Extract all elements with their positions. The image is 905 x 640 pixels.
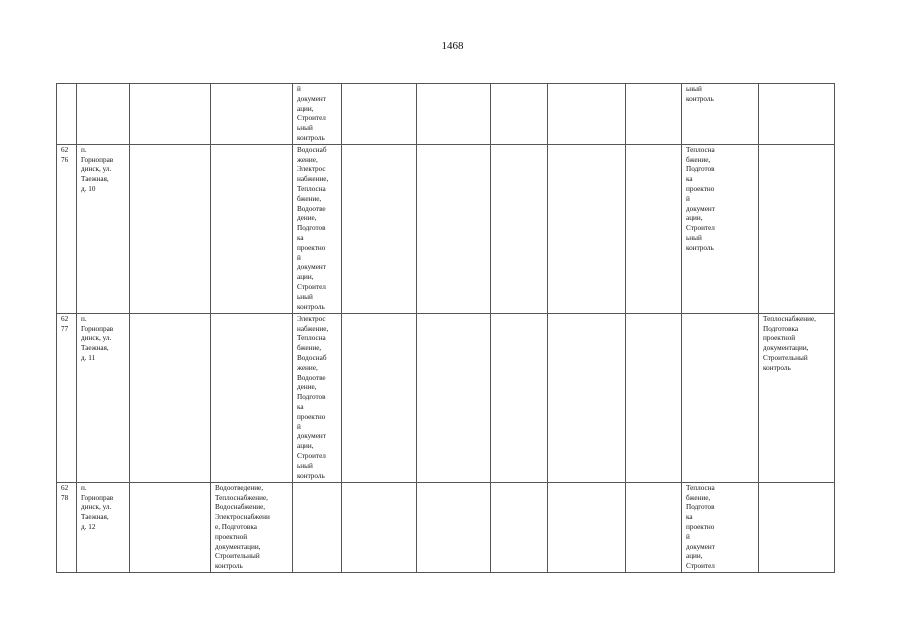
cell (417, 313, 491, 482)
table-row (57, 313, 835, 482)
cell (130, 482, 211, 572)
cell-works (682, 313, 759, 482)
table-row (57, 84, 835, 145)
cell (626, 84, 682, 145)
cell (342, 144, 417, 313)
cell-works: Водоотведение, Теплоснабжение, Водоснабжение, Электроснабжени е, Подготовка проектной документации, Строительный контроль (211, 482, 293, 572)
cell (342, 313, 417, 482)
table-row (57, 144, 835, 313)
cell (417, 482, 491, 572)
cell-works: Теплосна бжение, Подготов ка проектно й документ ации, Строител (682, 482, 759, 572)
cell (417, 144, 491, 313)
cell-address (77, 84, 130, 145)
data-table (56, 83, 835, 573)
cell-works (759, 144, 835, 313)
cell (130, 144, 211, 313)
cell (211, 144, 293, 313)
cell (491, 313, 548, 482)
cell (417, 84, 491, 145)
cell-row-number: 62 78 (57, 482, 77, 572)
cell (342, 482, 417, 572)
cell-works: ьный контроль (682, 84, 759, 145)
cell (342, 84, 417, 145)
cell-works (293, 482, 342, 572)
cell-works (759, 482, 835, 572)
cell (491, 482, 548, 572)
page-number: 1468 (441, 40, 464, 52)
cell (211, 84, 293, 145)
cell-address: п. Горноправ динск, ул. Таежная, д. 10 (77, 144, 130, 313)
cell (626, 313, 682, 482)
cell-row-number: 62 77 (57, 313, 77, 482)
cell-works: Водоснаб жение, Электрос набжение, Теплосна бжение, Водоотве дение, Подготов ка проектно й документ ации, Строител ьный контроль (293, 144, 342, 313)
cell (548, 482, 626, 572)
cell (491, 144, 548, 313)
cell (211, 313, 293, 482)
cell (548, 144, 626, 313)
cell-works: Теплоснабжение, Подготовка проектной документации, Строительный контроль (759, 313, 835, 482)
cell-address: п. Горноправ динск, ул. Таежная, д. 12 (77, 482, 130, 572)
cell-works: Теплосна бжение, Подготов ка проектно й документ ации, Строител ьный контроль (682, 144, 759, 313)
cell-works (759, 84, 835, 145)
cell-row-number (57, 84, 77, 145)
cell-works: й документ ации, Строител ьный контроль (293, 84, 342, 145)
cell (548, 84, 626, 145)
cell-works: Электрос набжение, Теплосна бжение, Водоснаб жение, Водоотве дение, Подготов ка проектно й документ ации, Строител ьный контроль (293, 313, 342, 482)
cell (130, 84, 211, 145)
table-row (57, 482, 835, 572)
cell-row-number: 62 76 (57, 144, 77, 313)
cell (626, 482, 682, 572)
cell (130, 313, 211, 482)
cell-address: п. Горноправ динск, ул. Таежная, д. 11 (77, 313, 130, 482)
cell (548, 313, 626, 482)
cell (626, 144, 682, 313)
cell (491, 84, 548, 145)
